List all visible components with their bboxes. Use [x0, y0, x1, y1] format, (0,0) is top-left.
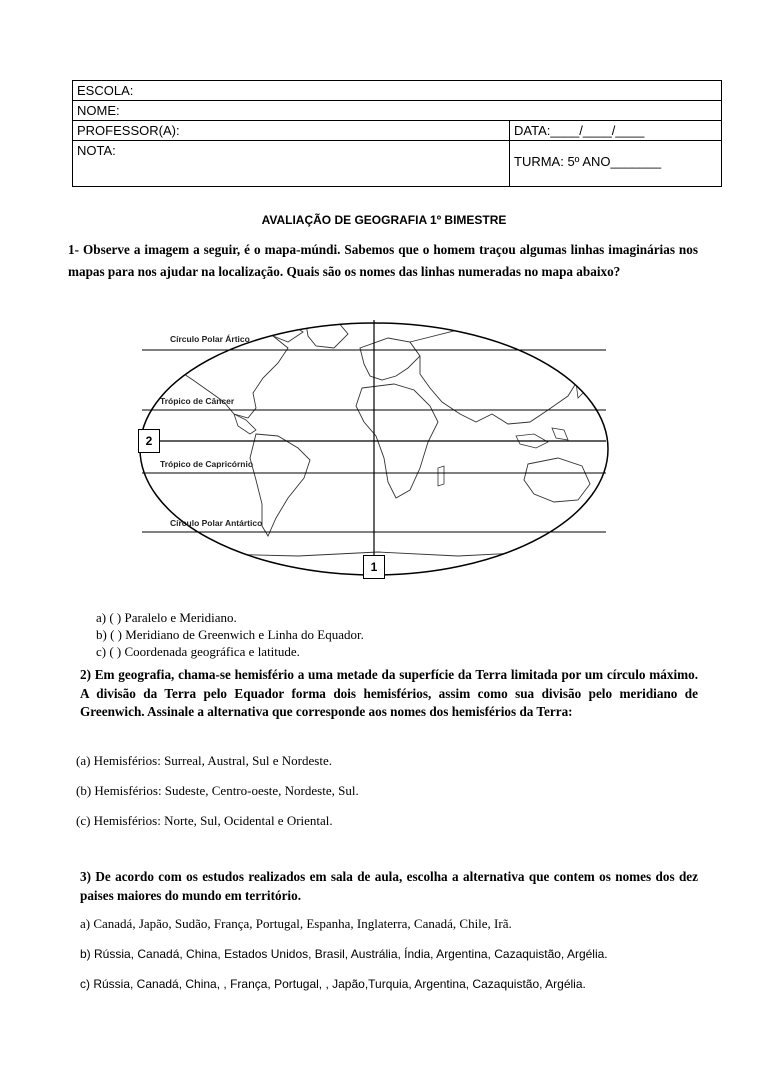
q1-option-c[interactable]: c) ( ) Coordenada geográfica e latitude. — [96, 644, 300, 659]
map-number-1-box: 1 — [363, 555, 385, 579]
q2-option-a[interactable]: (a) Hemisférios: Surreal, Austral, Sul e Nordeste. — [76, 753, 332, 768]
question-1-text: 1- Observe a imagem a seguir, é o mapa-múndi. Sabemos que o homem traçou algumas linhas imaginárias nos mapas para nos ajudar na localização. Quais são os nomes das linhas numeradas no mapa abaixo? — [68, 242, 698, 279]
question-3-text: 3) De acordo com os estudos realizados em sala de aula, escolha a alternativa que contem os nomes dos dez paises maiores do mundo em território. — [80, 869, 698, 903]
q3-option-a[interactable]: a) Canadá, Japão, Sudão, França, Portugal, Espanha, Inglaterra, Canadá, Chile, Irã. — [80, 916, 512, 931]
q3-option-c[interactable]: c) Rússia, Canadá, China, , França, Portugal, , Japão,Turquia, Argentina, Cazaquistão, Argélia. — [80, 977, 586, 991]
q2-option-b[interactable]: (b) Hemisférios: Sudeste, Centro-oeste, Nordeste, Sul. — [76, 783, 359, 798]
world-map — [138, 318, 610, 580]
label-arctic-circle: Círculo Polar Ártico — [170, 334, 250, 344]
q2-option-c[interactable]: (c) Hemisférios: Norte, Sul, Ocidental e Oriental. — [76, 813, 333, 828]
escola-field: ESCOLA: — [73, 81, 722, 101]
q3-option-b[interactable]: b) Rússia, Canadá, China, Estados Unidos, Brasil, Austrália, Índia, Argentina, Cazaquistão, Argélia. — [80, 947, 608, 961]
q1-option-b[interactable]: b) ( ) Meridiano de Greenwich e Linha do Equador. — [96, 627, 364, 642]
nome-field: NOME: — [73, 101, 722, 121]
page-title: AVALIAÇÃO DE GEOGRAFIA 1º BIMESTRE — [261, 213, 507, 227]
label-tropic-cancer: Trópico de Câncer — [160, 396, 235, 406]
world-map-graphic — [138, 318, 610, 580]
label-antarctic-circle: Círculo Polar Antártico — [170, 518, 263, 528]
question-2-text: 2) Em geografia, chama-se hemisfério a uma metade da superfície da Terra limitada por um círculo máximo. A divisão da Terra pelo Equador forma dois hemisférios, assim como sua divisão pelo meridiano de Greenwich. Assinale a alternativa que corresponde aos nomes dos hemisférios da Terra: — [80, 667, 698, 719]
label-tropic-capricorn: Trópico de Capricórnio — [160, 459, 254, 469]
turma-field: TURMA: 5º ANO_______ — [510, 141, 722, 187]
q1-option-a[interactable]: a) ( ) Paralelo e Meridiano. — [96, 610, 237, 625]
header-table — [72, 80, 722, 187]
nota-field: NOTA: — [73, 141, 510, 187]
professor-field: PROFESSOR(A): — [73, 121, 510, 141]
map-number-2-box: 2 — [138, 429, 160, 453]
data-field: DATA:____/____/____ — [510, 121, 722, 141]
